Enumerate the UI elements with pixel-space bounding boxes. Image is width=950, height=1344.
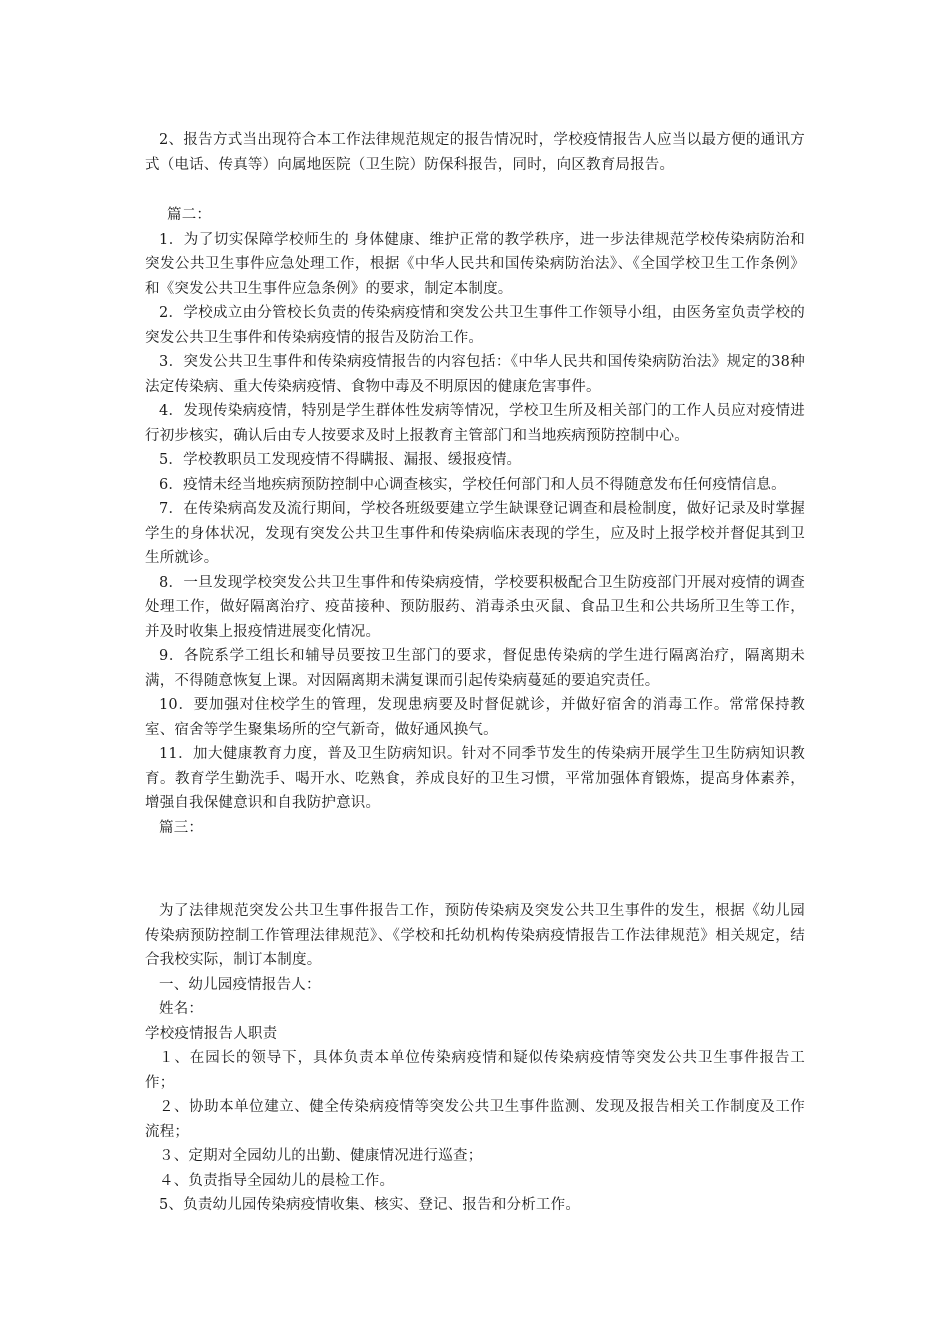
list-item: 2．学校成立由分管校长负责的传染病疫情和突发公共卫生事件工作领导小组，由医务室负责学校的突发公共卫生事件和传染病疫情的报告及防治工作。 [145,305,805,346]
duty-title: 学校疫情报告人职责 [145,1025,278,1042]
list-item: 8．一旦发现学校突发公共卫生事件和传染病疫情，学校要积极配合卫生防疫部门开展对疫情的调查处理工作，做好隔离治疗、疫苗接种、预防服药、消毒杀虫灭鼠、食品卫生和公共场所卫生等工作，并及时收集上报疫情进展变化情况。 [145,574,805,640]
list-item: 6．疫情未经当地疾病预防控制中心调查核实，学校任何部门和人员不得随意发布任何疫情信息。 [159,476,786,493]
list-item: 5、负责幼儿园传染病疫情收集、核实、登记、报告和分析工作。 [159,1197,581,1213]
section-3 [145,899,805,1218]
list-item: 11．加大健康教育力度，普及卫生防病知识。针对不同季节发生的传染病开展学生卫生防病知识教育。教育学生勤洗手、喝开水、吃熟食，养成良好的卫生习惯，平常加强体育锻炼，提高身体素养，增强自我保健意识和自我防护意识。 [145,746,805,811]
paragraph-report-method: 2、报告方式当出现符合本工作法律规范规定的报告情况时，学校疫情报告人应当以最方便的通讯方式（电话、传真等）向属地医院（卫生院）防保科报告，同时，向区教育局报告。 [145,132,805,173]
paragraph-intro: 为了法律规范突发公共卫生事件报告工作，预防传染病及突发公共卫生事件的发生，根据《幼儿园传染病预防控制工作管理法律规范》、《学校和托幼机构传染病疫情报告工作法律规范》相关规定，结合我校实际，制订本制度。 [145,903,805,968]
section-2 [145,203,805,840]
section-heading-3: 篇三： [159,819,204,836]
list-item: １、在园长的领导下，具体负责本单位传染病疫情和疑似传染病疫情等突发公共卫生事件报告工作； [145,1050,805,1091]
name-label: 姓名： [159,1001,204,1017]
list-item: ３、定期对全园幼儿的出勤、健康情况进行巡查； [159,1148,483,1164]
section-1 [145,128,805,177]
list-item: 3．突发公共卫生事件和传染病疫情报告的内容包括：《中华人民共和国传染病防治法》规定的38种法定传染病、重大传染病疫情、食物中毒及不明原因的健康危害事件。 [145,354,805,395]
list-item: 4．发现传染病疫情，特别是学生群体性发病等情况，学校卫生所及相关部门的工作人员应对疫情进行初步核实，确认后由专人按要求及时上报教育主管部门和当地疾病预防控制中心。 [145,403,805,444]
list-item: 5．学校教职员工发现疫情不得瞒报、漏报、缓报疫情。 [159,452,522,468]
list-item: 9．各院系学工组长和辅导员要按卫生部门的要求，督促患传染病的学生进行隔离治疗，隔离期未满，不得随意恢复上课。对因隔离期未满复课而引起传染病蔓延的要追究责任。 [145,648,805,689]
list-item: 1．为了切实保障学校师生的 身体健康、维护正常的教学秩序，进一步法律规范学校传染病防治和突发公共卫生事件应急处理工作，根据《中华人民共和国传染病防治法》、《全国学校卫生工作条例》和《突发公共卫生事件应急条例》的要求，制定本制度。 [145,231,805,297]
list-item: ４、负责指导全园幼儿的晨检工作。 [159,1172,395,1189]
subheading-reporter: 一、幼儿园疫情报告人： [159,976,321,993]
list-item: 7．在传染病高发及流行期间，学校各班级要建立学生缺课登记调查和晨检制度，做好记录及时掌握学生的身体状况，发现有突发公共卫生事件和传染病临床表现的学生，应及时上报学校并督促其到卫生所就诊。 [145,501,805,566]
section-heading-2: 篇二： [167,207,212,223]
list-item: 10．要加强对住校学生的管理，发现患病要及时督促就诊，并做好宿舍的消毒工作。常常保持教室、宿舍等学生聚集场所的空气新奇，做好通风换气。 [145,697,805,738]
list-item: ２、协助本单位建立、健全传染病疫情等突发公共卫生事件监测、发现及报告相关工作制度及工作流程； [145,1099,805,1140]
